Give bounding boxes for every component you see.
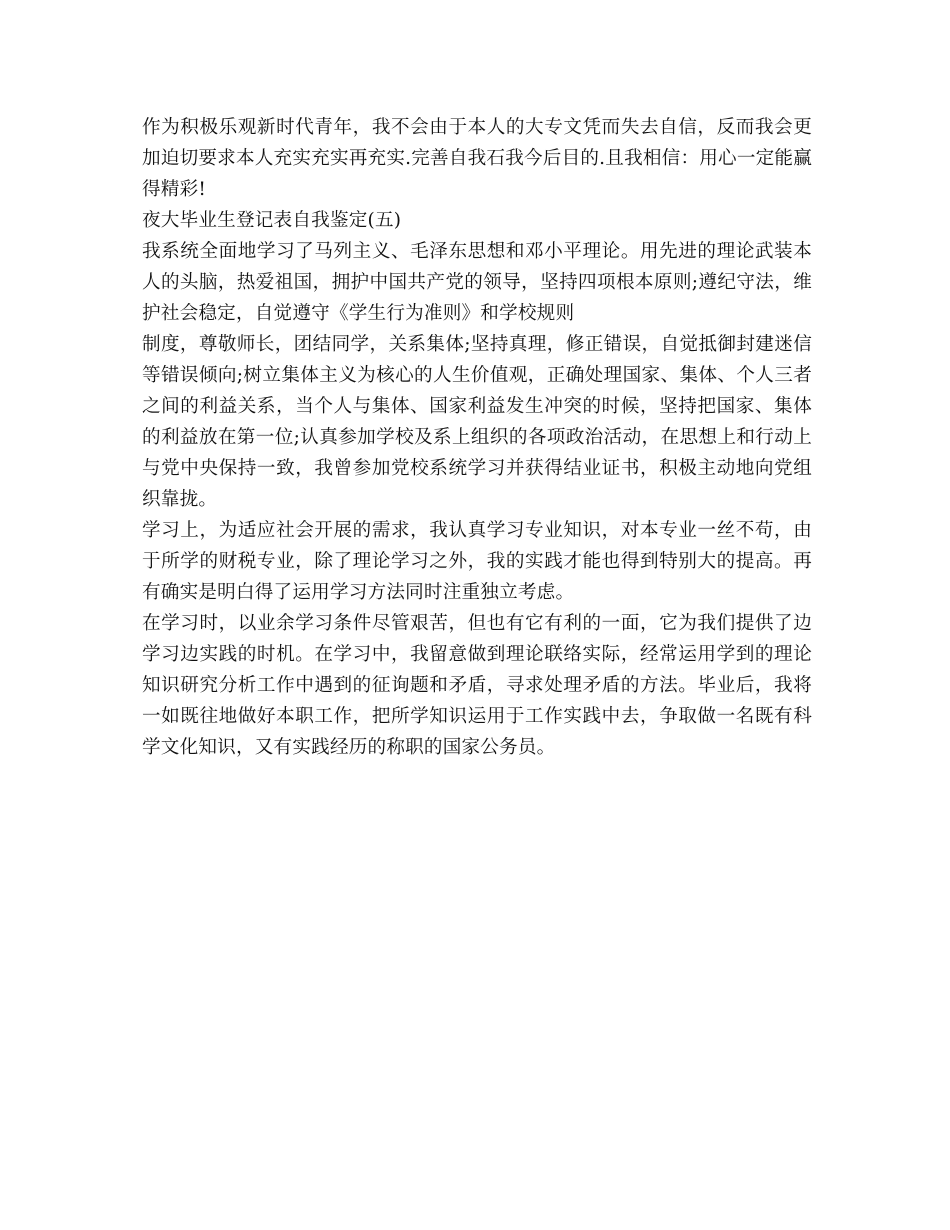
- document-body: [142, 112, 812, 763]
- paragraph-theory: 我系统全面地学习了马列主义、毛泽东思想和邓小平理论。用先进的理论武装本人的头脑，热爱祖国，拥护中国共产党的领导，坚持四项根本原则;遵纪守法，维护社会稳定，自觉遵守《学生行为准则》和学校规则: [142, 241, 812, 324]
- paragraph-study: 学习上，为适应社会开展的需求，我认真学习专业知识，对本专业一丝不苟，由于所学的财税专业，除了理论学习之外，我的实践才能也得到特别大的提高。再有确实是明白得了运用学习方法同时注重独立考虑。: [142, 520, 812, 603]
- paragraph-conduct: 制度，尊敬师长，团结同学，关系集体;坚持真理，修正错误，自觉抵御封建迷信等错误倾向;树立集体主义为核心的人生价值观，正确处理国家、集体、个人三者之间的利益关系，当个人与集体、国家利益发生冲突的时候，坚持把国家、集体的利益放在第一位;认真参加学校及系上组织的各项政治活动，在思想上和行动上与党中央保持一致，我曾参加党校系统学习并获得结业证书，积极主动地向党组织靠拢。: [142, 334, 812, 510]
- paragraph-intro: 作为积极乐观新时代青年，我不会由于本人的大专文凭而失去自信，反而我会更加迫切要求本人充实充实再充实.完善自我石我今后目的.且我相信：用心一定能赢得精彩!: [142, 117, 813, 200]
- paragraph-practice: 在学习时，以业余学习条件尽管艰苦，但也有它有利的一面，它为我们提供了边学习边实践的时机。在学习中，我留意做到理论联络实际，经常运用学到的理论知识研究分析工作中遇到的征询题和矛盾，寻求处理矛盾的方法。毕业后，我将一如既往地做好本职工作，把所学知识运用于工作实践中去，争取做一名既有科学文化知识，又有实践经历的称职的国家公务员。: [142, 613, 812, 758]
- section-heading: 夜大毕业生登记表自我鉴定(五): [142, 210, 402, 231]
